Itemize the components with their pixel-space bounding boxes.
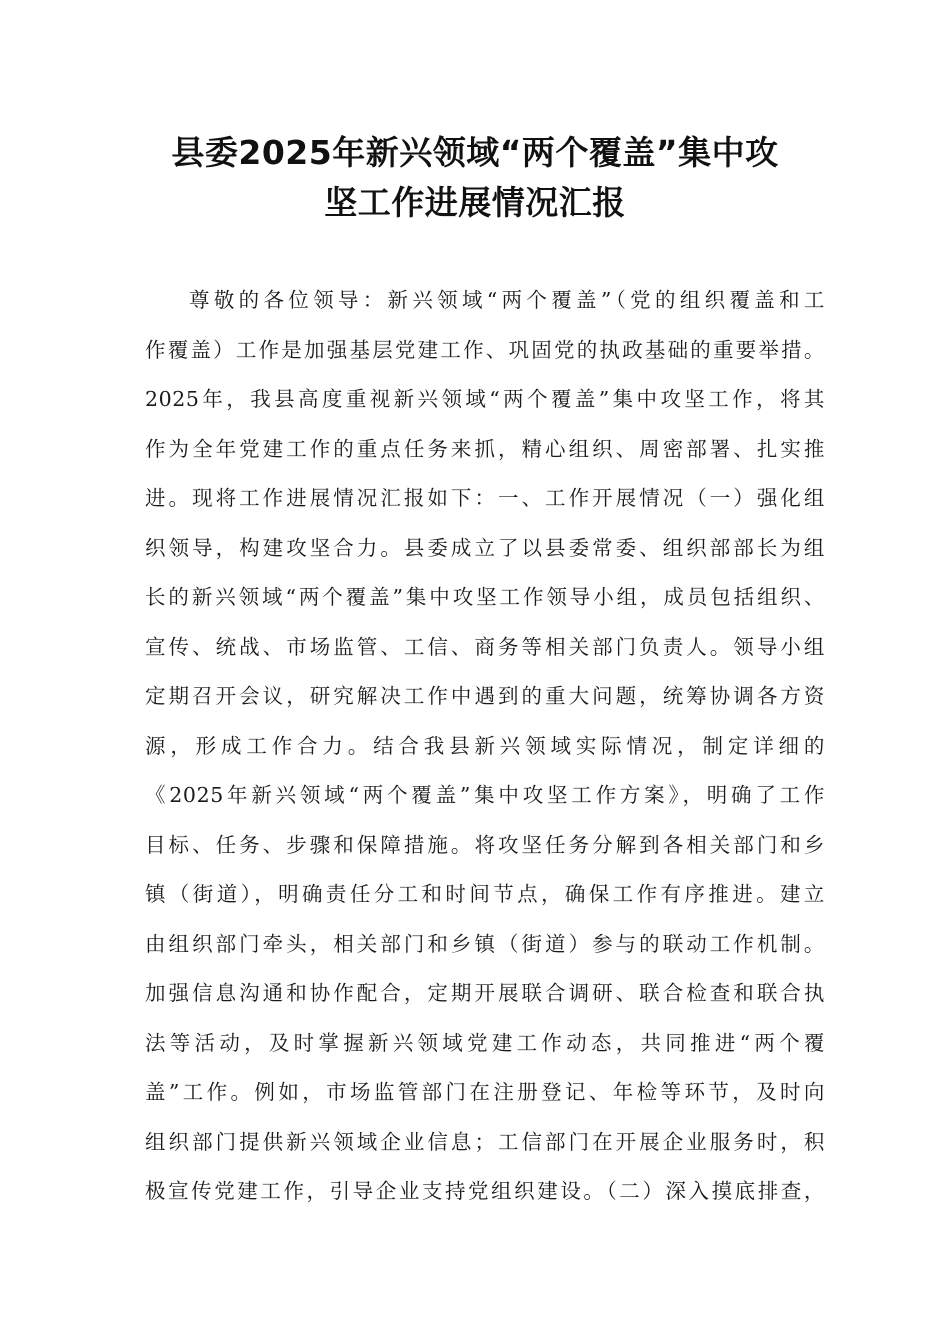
body-line: 进。现将工作进展情况汇报如下：一、工作开展情况（一）强化组 <box>145 486 825 510</box>
body-line: 长的新兴领域“两个覆盖”集中攻坚工作领导小组，成员包括组织、 <box>145 585 825 609</box>
body-line: 组织部门提供新兴领域企业信息；工信部门在开展企业服务时，积 <box>145 1129 825 1154</box>
body-line: 作覆盖）工作是加强基层党建工作、巩固党的执政基础的重要举措。 <box>145 337 825 362</box>
body-line: 宣传、统战、市场监管、工信、商务等相关部门负责人。领导小组 <box>145 634 825 659</box>
body-line: 作为全年党建工作的重点任务来抓，精心组织、周密部署、扎实推 <box>145 436 825 461</box>
body-line: 目标、任务、步骤和保障措施。将攻坚任务分解到各相关部门和乡 <box>145 832 825 857</box>
title-line: 坚工作进展情况汇报 <box>324 183 626 222</box>
body-line: 定期召开会议，研究解决工作中遇到的重大问题，统筹协调各方资 <box>145 684 825 708</box>
body-line: 《2025年新兴领域“两个覆盖”集中攻坚工作方案》，明确了工作 <box>145 783 825 807</box>
body-line: 镇（街道），明确责任分工和时间节点，确保工作有序推进。建立 <box>145 882 825 906</box>
body-line: 法等活动，及时掌握新兴领域党建工作动态，共同推进“两个覆 <box>145 1030 825 1055</box>
body-line: 2025年，我县高度重视新兴领域“两个覆盖”集中攻坚工作，将其 <box>145 387 825 411</box>
body-line: 盖”工作。例如，市场监管部门在注册登记、年检等环节，及时向 <box>145 1080 825 1104</box>
body-line: 织领导，构建攻坚合力。县委成立了以县委常委、组织部部长为组 <box>145 535 825 560</box>
document-body <box>145 276 825 1217</box>
body-line: 由组织部门牵头，相关部门和乡镇（街道）参与的联动工作机制。 <box>145 931 825 956</box>
body-line: 源，形成工作合力。结合我县新兴领域实际情况，制定详细的 <box>145 733 825 758</box>
body-line: 尊敬的各位领导：新兴领域“两个覆盖”（党的组织覆盖和工 <box>189 288 825 312</box>
title-line: 县委2025年新兴领域“两个覆盖”集中攻 <box>171 133 779 172</box>
body-line: 极宣传党建工作，引导企业支持党组织建设。（二）深入摸底排查， <box>145 1179 825 1203</box>
document-title <box>130 128 820 228</box>
body-line: 加强信息沟通和协作配合，定期开展联合调研、联合检查和联合执 <box>145 981 825 1005</box>
